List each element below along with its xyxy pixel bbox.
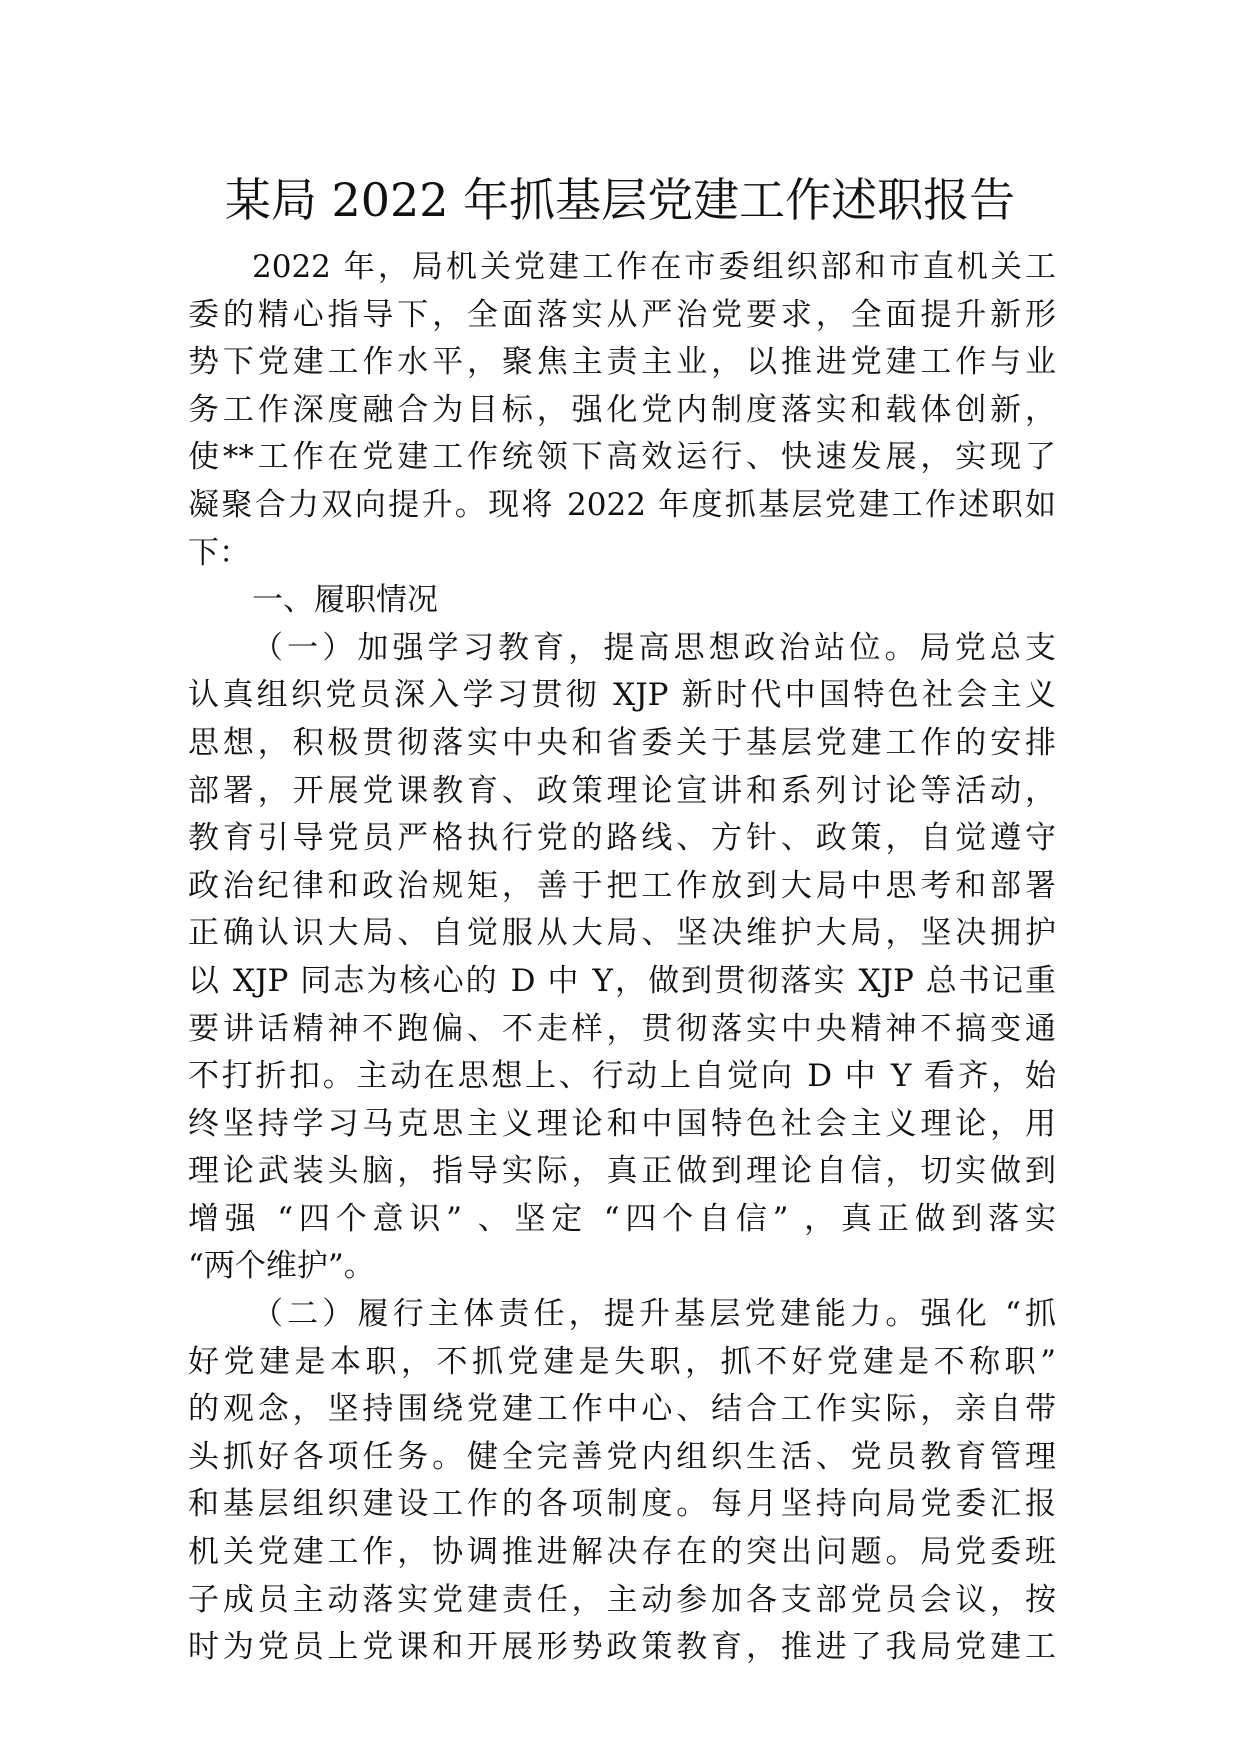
text-line: 政治纪律和政治规矩，善于把工作放到大局中思考和部署	[188, 867, 1056, 904]
text-line: 增强 “四个意识” 、坚定 “四个自信” ，真正做到落实	[188, 1200, 1056, 1237]
text-line: 2022 年，局机关党建工作在市委组织部和市直机关工	[252, 249, 1056, 285]
text-line: 以 XJP 同志为核心的 D 中 Y，做到贯彻落实 XJP 总书记重	[188, 962, 1056, 999]
text-line: 好党建是本职，不抓党建是失职，抓不好党建是不称职”	[188, 1343, 1056, 1380]
document-body	[188, 244, 1056, 1672]
document-title: 某局 2022 年抓基层党建工作述职报告	[224, 173, 1016, 227]
text-line: （二）履行主体责任，提升基层党建能力。强化 “抓	[252, 1296, 1056, 1333]
text-line: 下：	[188, 534, 250, 571]
text-line: 务工作深度融合为目标，强化党内制度落实和载体创新，	[188, 391, 1056, 428]
text-line: 使**工作在党建工作统领下高效运行、快速发展，实现了	[188, 439, 1056, 476]
text-line: 一、履职情况	[252, 582, 438, 619]
text-line: 认真组织党员深入学习贯彻 XJP 新时代中国特色社会主义	[188, 677, 1056, 714]
text-line: 机关党建工作，协调推进解决存在的突出问题。局党委班	[188, 1534, 1056, 1571]
text-line: 头抓好各项任务。健全完善党内组织生活、党员教育管理	[188, 1438, 1056, 1475]
text-line: 势下党建工作水平，聚焦主责主业，以推进党建工作与业	[188, 344, 1056, 381]
text-line: 理论武装头脑，指导实际，真正做到理论自信，切实做到	[188, 1153, 1056, 1190]
text-line: 教育引导党员严格执行党的路线、方针、政策，自觉遵守	[188, 820, 1056, 857]
text-line: “两个维护”。	[188, 1248, 375, 1285]
text-line: 不打折扣。主动在思想上、行动上自觉向 D 中 Y 看齐，始	[188, 1058, 1056, 1095]
text-line: 子成员主动落实党建责任，主动参加各支部党员会议，按	[188, 1581, 1056, 1618]
text-line: （一）加强学习教育，提高思想政治站位。局党总支	[252, 629, 1056, 666]
text-line: 的观念，坚持围绕党建工作中心、结合工作实际，亲自带	[188, 1391, 1056, 1428]
text-line: 要讲话精神不跑偏、不走样，贯彻落实中央精神不搞变通	[188, 1010, 1056, 1047]
text-line: 时为党员上党课和开展形势政策教育，推进了我局党建工	[188, 1629, 1056, 1666]
text-line: 部署，开展党课教育、政策理论宣讲和系列讨论等活动，	[188, 772, 1056, 809]
text-line: 凝聚合力双向提升。现将 2022 年度抓基层党建工作述职如	[188, 486, 1056, 523]
text-line: 正确认识大局、自觉服从大局、坚决维护大局，坚决拥护	[188, 915, 1056, 952]
text-line: 和基层组织建设工作的各项制度。每月坚持向局党委汇报	[188, 1486, 1056, 1523]
text-line: 终坚持学习马克思主义理论和中国特色社会主义理论，用	[188, 1105, 1056, 1142]
text-line: 思想，积极贯彻落实中央和省委关于基层党建工作的安排	[188, 724, 1056, 761]
text-line: 委的精心指导下，全面落实从严治党要求，全面提升新形	[188, 296, 1056, 333]
